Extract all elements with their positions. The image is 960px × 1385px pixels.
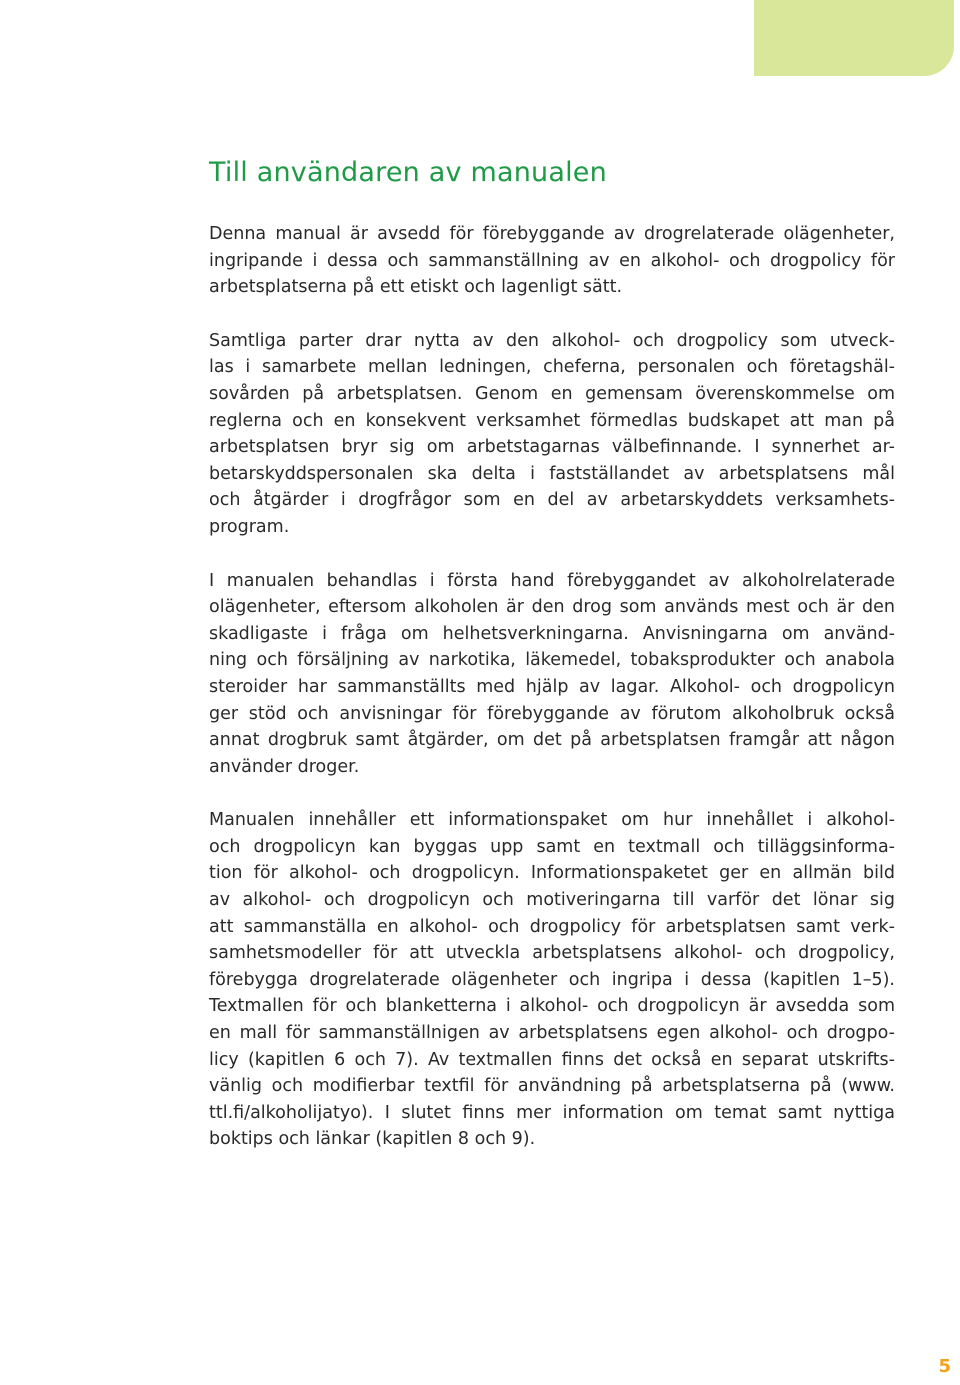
text-line: tion för alkohol- och drogpolicyn. Informationspaketet ger en allmän bild <box>209 863 895 884</box>
page-number: 5 <box>938 1356 951 1377</box>
text-line: av alkohol- och drogpolicyn och motiveringarna till varför det lönar sig <box>209 890 895 911</box>
text-line: arbetsplatsen bryr sig om arbetstagarnas välbefinnande. I synnerhet ar- <box>209 437 895 458</box>
text-line: ttl.fi/alkoholijatyo). I slutet finns mer information om temat samt nyttiga <box>209 1102 895 1123</box>
body-text <box>209 221 895 1180</box>
paragraph-1 <box>209 221 895 301</box>
text-line: använder droger. <box>209 756 360 777</box>
text-line: steroider har sammanställts med hjälp av lagar. Alkohol- och drogpolicyn <box>209 676 895 697</box>
text-line: att sammanställa en alkohol- och drogpolicy för arbetsplatsen samt verk- <box>209 916 895 937</box>
text-line: Textmallen för och blanketterna i alkohol- och drogpolicyn är avsedda som <box>209 996 895 1017</box>
text-line: ning och försäljning av narkotika, läkemedel, tobaksprodukter och anabola <box>209 650 895 671</box>
text-line: licy (kapitlen 6 och 7). Av textmallen finns det också en separat utskrifts- <box>209 1049 895 1070</box>
text-line: och drogpolicyn kan byggas upp samt en textmall och tilläggsinforma- <box>209 836 895 857</box>
text-line: boktips och länkar (kapitlen 8 och 9). <box>209 1129 536 1150</box>
text-line: las i samarbete mellan ledningen, cheferna, personalen och företagshäl- <box>209 357 895 378</box>
text-line: reglerna och en konsekvent verksamhet förmedlas budskapet att man på <box>209 410 895 431</box>
text-line: Denna manual är avsedd för förebyggande av drogrelaterade olägenheter, <box>209 224 895 244</box>
paragraph-3 <box>209 568 895 781</box>
paragraph-4 <box>209 807 895 1153</box>
text-line: betarskyddspersonalen ska delta i fastställandet av arbetsplatsens mål <box>209 463 895 484</box>
text-line: arbetsplatserna på ett etiskt och lagenligt sätt. <box>209 277 623 298</box>
text-line: vänlig och modifierbar textfil för användning på arbetsplatserna på (www. <box>209 1076 895 1097</box>
text-line: olägenheter, eftersom alkoholen är den drog som används mest och är den <box>209 597 895 618</box>
corner-tab-decoration <box>754 0 954 76</box>
paragraph-2 <box>209 328 895 541</box>
text-line: och åtgärder i drogfrågor som en del av arbetarskyddets verksamhets- <box>209 490 895 511</box>
text-line: Samtliga parter drar nytta av den alkohol- och drogpolicy som utveck- <box>209 330 895 351</box>
text-line: Manualen innehåller ett informationspaket om hur innehållet i alkohol- <box>209 810 895 831</box>
text-line: I manualen behandlas i första hand förebyggandet av alkoholrelaterade <box>209 570 895 591</box>
text-line: annat drogbruk samt åtgärder, om det på arbetsplatsen framgår att någon <box>209 730 895 751</box>
text-line: samhetsmodeller för att utveckla arbetsplatsens alkohol- och drogpolicy, <box>209 943 895 964</box>
text-line: en mall för sammanställnigen av arbetsplatsens egen alkohol- och drogpo- <box>209 1023 895 1044</box>
text-line: sovården på arbetsplatsen. Genom en gemensam överenskommelse om <box>209 383 895 404</box>
text-line: ger stöd och anvisningar för förebyggande av förutom alkoholbruk också <box>209 703 895 724</box>
text-line: ingripande i dessa och sammanställning av en alkohol- och drogpolicy för <box>209 250 895 271</box>
page-title: Till användaren av manualen <box>209 157 607 188</box>
text-line: förebygga drogrelaterade olägenheter och ingripa i dessa (kapitlen 1–5). <box>209 969 895 990</box>
text-line: program. <box>209 516 290 537</box>
text-line: skadligaste i fråga om helhetsverkningarna. Anvisningarna om använd- <box>209 623 895 644</box>
